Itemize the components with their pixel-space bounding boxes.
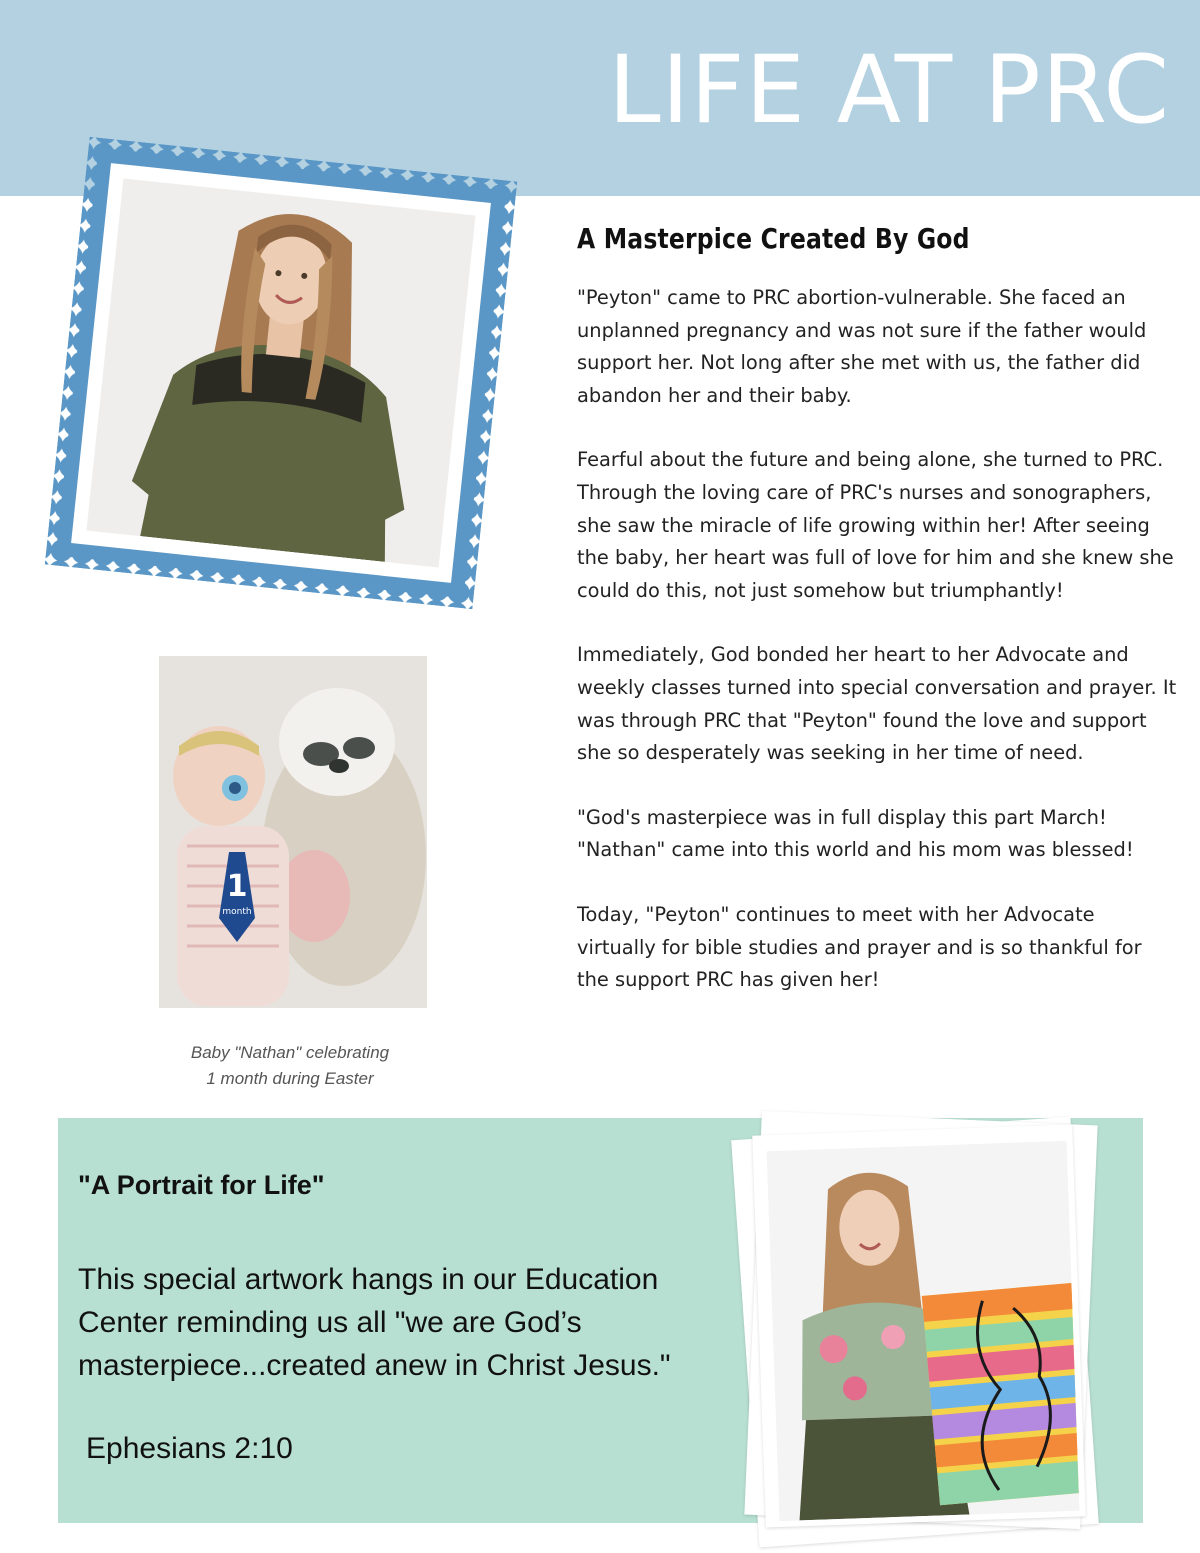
stacked-photo-frame xyxy=(745,1112,1095,1532)
scripture-reference: Ephesians 2:10 xyxy=(86,1432,293,1465)
article-paragraph: "God's masterpiece was in full display this part March! "Nathan" came into this world and his mom was blessed! xyxy=(577,805,1134,862)
caption-line-2: 1 month during Easter xyxy=(206,1069,374,1088)
baby-photo xyxy=(159,656,427,1008)
woman-portrait-photo xyxy=(86,178,475,567)
article-body xyxy=(577,282,1177,997)
article-paragraph: Immediately, God bonded her heart to her Advocate and weekly classes turned into special conversation and prayer. It was through PRC that "Peyton" found the love and support she so desperately was seeking in her time of need. xyxy=(577,643,1177,765)
caption-line-1: Baby "Nathan" celebrating xyxy=(190,1043,390,1062)
tie-number: 1 xyxy=(226,869,248,904)
woman-with-artwork-photo xyxy=(767,1141,1080,1521)
article-title: A Masterpice Created By God xyxy=(577,222,970,255)
article-paragraph: Fearful about the future and being alone, she turned to PRC. Through the loving care of PRC's nurses and sonographers, she saw the miracle of life growing within her! After seeing the baby, her heart was full of love for him and she knew she could do this, not just somehow but triumphantly! xyxy=(577,448,1174,602)
tie-text: month xyxy=(222,907,252,917)
portrait-section-text: This special artwork hangs in our Education Center reminding us all "we are God’s masterpiece...created anew in Christ Jesus." xyxy=(78,1263,671,1382)
portrait-section-title: "A Portrait for Life" xyxy=(78,1170,325,1200)
baby-photo-caption xyxy=(150,1040,430,1092)
page-title: LIFE AT PRC xyxy=(608,36,1170,145)
article-paragraph: Today, "Peyton" continues to meet with her Advocate virtually for bible studies and prayer and is so thankful for the support PRC has given her! xyxy=(577,902,1142,992)
scalloped-photo-frame xyxy=(45,137,518,610)
article-paragraph: "Peyton" came to PRC abortion-vulnerable. She faced an unplanned pregnancy and was not sure if the father would support her. Not long after she met with us, the father did abandon her and their baby. xyxy=(577,286,1147,407)
